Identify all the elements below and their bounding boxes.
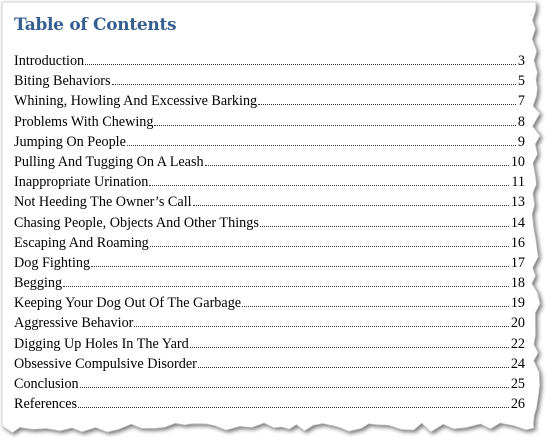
toc-entry[interactable]	[14, 295, 525, 315]
dot-leader	[91, 266, 509, 267]
toc-entry[interactable]	[14, 154, 525, 174]
dot-leader	[149, 185, 509, 186]
toc-entry-label: Conclusion	[14, 376, 79, 392]
toc-entry-label: Begging	[14, 275, 63, 292]
dot-leader	[134, 326, 508, 327]
toc-entry-label: Biting Behaviors	[14, 73, 111, 90]
toc-entry-page-number: 13	[510, 194, 525, 211]
toc-entry[interactable]	[14, 194, 525, 214]
toc-entry-page-number: 8	[517, 113, 525, 130]
toc-entry[interactable]	[14, 53, 525, 73]
toc-entry-page-number: 19	[510, 295, 525, 312]
toc-entry-page-number: 11	[511, 174, 525, 191]
toc-entry-page-number: 3	[517, 53, 525, 69]
toc-entry-label: References	[14, 396, 78, 413]
dot-leader	[190, 347, 509, 348]
toc-entry-page-number: 9	[517, 133, 525, 150]
dot-leader	[127, 145, 516, 146]
dot-leader	[150, 246, 509, 247]
toc-entry-page-number: 16	[510, 234, 525, 251]
toc-entry-page-number: 20	[510, 315, 525, 332]
toc-entry[interactable]	[14, 255, 525, 275]
toc-entry-label: Aggressive Behavior	[14, 315, 134, 332]
toc-entry[interactable]	[14, 134, 525, 154]
toc-entry-page-number: 18	[510, 275, 525, 292]
toc-entry[interactable]	[14, 215, 525, 235]
toc-entry-label: Obsessive Compulsive Disorder	[14, 355, 197, 372]
toc-entry[interactable]	[14, 356, 525, 376]
toc-entry-page-number: 26	[510, 396, 525, 413]
toc-entry[interactable]	[14, 73, 525, 93]
toc-entry-page-number: 10	[510, 153, 525, 170]
toc-entry-page-number: 25	[510, 376, 525, 392]
toc-entry-label: Jumping On People	[14, 133, 126, 150]
toc-entry[interactable]	[14, 315, 525, 335]
toc-entry[interactable]	[14, 376, 525, 396]
toc-entry[interactable]	[14, 174, 525, 194]
dot-leader	[260, 226, 509, 227]
toc-entry-label: Escaping And Roaming	[14, 234, 149, 251]
toc-entry[interactable]	[14, 114, 525, 134]
toc-entry-label: Inappropriate Urination	[14, 174, 149, 191]
toc-entry[interactable]	[14, 336, 525, 356]
dot-leader	[112, 84, 516, 85]
dot-leader	[80, 387, 509, 388]
toc-list	[14, 53, 525, 416]
dot-leader	[193, 205, 509, 206]
dot-leader	[198, 367, 509, 368]
toc-entry-page-number: 24	[510, 355, 525, 372]
toc-entry-label: Digging Up Holes In The Yard	[14, 335, 189, 352]
toc-entry-label: Dog Fighting	[14, 254, 91, 271]
toc-entry[interactable]	[14, 93, 525, 113]
dot-leader	[85, 64, 516, 65]
toc-entry[interactable]	[14, 275, 525, 295]
toc-entry-page-number: 7	[517, 93, 525, 110]
dot-leader	[63, 286, 509, 287]
toc-title: Table of Contents	[14, 15, 177, 35]
toc-entry-page-number: 17	[510, 254, 525, 271]
dot-leader	[78, 407, 509, 408]
toc-entry-label: Pulling And Tugging On A Leash	[14, 153, 204, 170]
toc-entry-label: Not Heeding The Owner’s Call	[14, 194, 192, 211]
toc-entry-page-number: 14	[510, 214, 525, 231]
toc-entry[interactable]	[14, 396, 525, 416]
toc-entry-label: Chasing People, Objects And Other Things	[14, 214, 259, 231]
toc-entry-page-number: 5	[517, 73, 525, 90]
dot-leader	[205, 165, 509, 166]
table-of-contents	[14, 14, 525, 416]
dot-leader	[242, 306, 509, 307]
toc-entry-label: Keeping Your Dog Out Of The Garbage	[14, 295, 242, 312]
toc-entry-label: Introduction	[14, 53, 85, 69]
toc-entry-label: Problems With Chewing	[14, 113, 154, 130]
dot-leader	[154, 125, 515, 126]
toc-entry[interactable]	[14, 235, 525, 255]
toc-entry-page-number: 22	[510, 335, 525, 352]
toc-entry-label: Whining, Howling And Excessive Barking	[14, 93, 258, 110]
dot-leader	[258, 104, 516, 105]
